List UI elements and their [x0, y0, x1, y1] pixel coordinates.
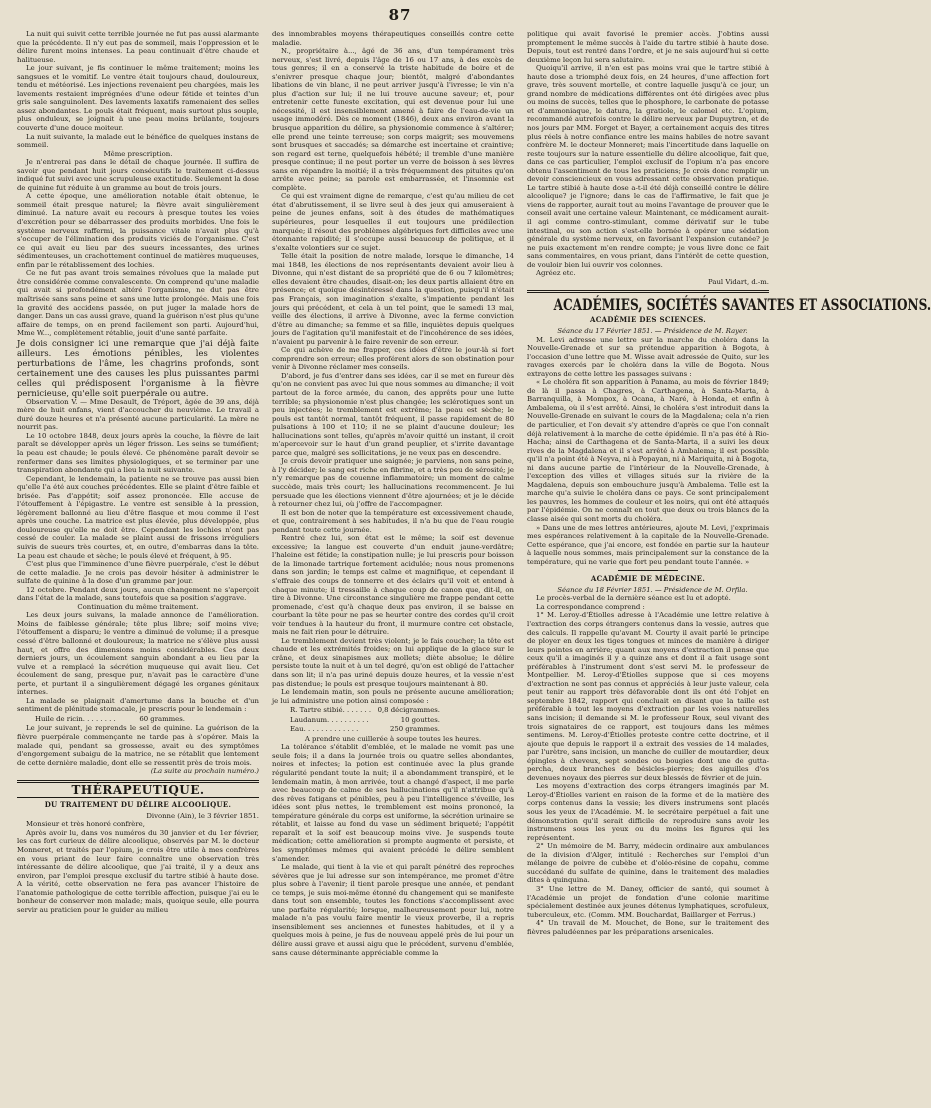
closing: Agréez etc. — [536, 269, 576, 278]
paragraph: » Dans une de mes lettres antérieures, ajoute M. Levi, j'exprimais mes espérances relativement à la capitale de la Nouvelle-Grenade. Cette espérance, que j'ai encore, est fondée en partie sur la hauteur à laquelle nous sommes, mais principalement sur la constance de la température, qui ne varie que fort peu pendant toute l'année. » — [527, 523, 769, 566]
paragraph: Je n'entrerai pas dans le détail de chaque journée. Il suffira de savoir que pendant huit jours consécutifs le traitement ci-dessus indiqué fut suivi avec une scrupuleuse exactitude. Seulement la dose de quinine fut réduite à un gramme au bout de trois jours. — [17, 158, 259, 192]
page-number: 87 — [388, 6, 412, 24]
paragraph: D'abord, je fus d'entrer dans ses idées, car il se met en fureur dès qu'on ne convient pas avec lui que nous sommes au dimanche; il voit partout de la force armée, du canon, des apprêts pour une lutte terrible; sa physionomie n'est plus changée; les sclérotiques sont un peu injectées; le tremblement est extrême; la peau est sèche; le pouls est tantôt normal, tantôt fréquent, il passe rapidement de 80 pulsations à 100 et 110; il ne se plaint d'aucune douleur; les hallucinations sont telles, qu'après m'avoir quitté un instant, il croit m'apercevoir sur le haut d'un grand peuplier, et s'irrite davantage parce que, malgré ses sollicitations, je ne veux pas en descendre. — [272, 371, 514, 457]
prescription-item: Eau. . . . . . . . . . . . . — [290, 725, 359, 734]
paragraph: Telle était la position de notre malade, lorsque le dimanche, 14 mai 1848, les élections de nos représentants devaient avoir lieu à Divonne, qui n'est distant de sa propriété que de 6 ou 7 kilomètres; elles devaient être chaudes, disait-on; les deux partis allaient être en présence; et quoique désintéressé dans la question, puisqu'il n'était pas Français, son imagination s'exalte, s'impatiente pendant les jours qui précédent, et cela à un tel point, que le samedi 13 mai, veille des élections, il arrive à Divonne, avec la ferme conviction d'être au dimanche; sa femme et sa fille, inquiètes depuis quelques jours de l'agitation qu'il manifestait et de l'incohérence de ses idées, n'avaient pu parvenir à le faire revenir de son erreur. — [272, 252, 514, 346]
prescription-dose: 60 grammes. — [139, 714, 185, 723]
paragraph: La correspondance comprend : — [536, 602, 645, 611]
paragraph: Il est bon de noter que la température est excessivement chaude, et que, contrairement à ses habitudes, il n'a bu que de l'eau rougie pendant toute cette journée. — [272, 508, 514, 534]
paragraph: La nuit qui suivit cette terrible journée ne fut pas aussi alarmante que la précédente. Il n'y eut pas de sommeil, mais l'oppression et le délire furent moins intenses. La peau continuait d'être chaude et halitueuse. — [17, 30, 259, 64]
paragraph: Les moyens d'extraction des corps étrangers imaginés par M. Leroy-d'Étiolles varient en raison de la forme et de la matière des corps contenus dans la vessie; les divers instrumens sont placés sous les yeux de l'Académie. M. le secrétaire perpétuel a fait une démonstration qu'il serait difficile de reproduire sans avoir les instrumens sous les yeux ou du moins les figures qui les représentent. — [527, 782, 769, 842]
paragraph: 1° M. Leroy-d'Étiolles adresse à l'Académie une lettre relative à l'extraction des corps étrangers contenus dans la vessie, autres que des calculs. Il rappelle qu'avant M. Courty il avait parlé le principe de ployer en deux les tiges tongues et minces de manière à diriger leurs pointes en arrière; quant aux moyens d'extraction il pense que ceux qu'il a imaginés il y a quinze ans et dont il a fait usage sont préférables à l'instrument dont s'est servi M. le professeur de Montpellier. M. Leroy-d'Étiolles suppose que si ces moyens d'extraction ne sont pas connus et appréciés à leur juste valeur, cela peut tenir au rapport très défavorable dont ils ont été l'objet en septembre 1842, rapport qui concluait en disant que la taille est préférable à tout les moyens d'extraction par les voies naturelles sans incision; il demande si M. le professeur Roux, seul vivant des trois signataires de ce rapport, est toujours dans les mêmes sentimens. M. Leroy-d'Étiolles proteste contre cette doctrine, et il ajoute que depuis le rapport il a extrait des vessies de 14 malades, par l'urètre, sans incision, un manche de cuiller de moutardier, deux épingles à cheveux, sept sondes ou bougies dont une de gutta-percha, deux branches de bésicles-pierres; des aiguilles d'os devenues noyaux des pierres sur deux blessés de février et de juin. — [527, 611, 769, 782]
paragraph: politique qui avait favorisé le premier accès. J'obtins aussi promptement le même succès à l'aide du tartre stibié à haute dose. Depuis, tout est rentré dans l'ordre, et je ne sais aujourd'hui si cette deuxième leçon lui sera salutaire. — [527, 30, 769, 64]
paragraph: A cette époque, une amélioration notable était obtenue, le sommeil était presque naturel; la fièvre avait singulièrement diminué. La nature avait eu recours à presque toutes les voies d'excrétion pour se débarrasser des produits morbides. Une fois le système nerveux raffermi, la puissance vitale n'avait plus qu'à s'occuper de l'élimination des produits viciés de l'organisme. C'est ce qui avait eu lieu par des sueurs incessantes, des urines sédimenteuses, un crachottement continuel de matières muqueuses, enfin par le rétablissement des lochies. — [17, 192, 259, 269]
divider — [618, 570, 678, 571]
paragraph: La malade se plaignait d'amertume dans la bouche et d'un sentiment de plénitude stomacale, je prescris pour le lendemain : — [17, 696, 259, 714]
prescription-line — [290, 716, 440, 725]
paragraph: Quoiqu'il arrive, il n'en est pas moins vrai que le tartre stibié à haute dose a triomphé deux fois, en 24 heures, d'une affection fort grave, très souvent mortelle, et contre laquelle jusqu'à ce jour, un grand nombre de médications différentes ont été dirigées avec plus ou moins de succès, telles que le phosphore, le carbonate de potasse et d'ammoniaque, le datura, la gratiole, le calomel etc. L'opium, recommandé autrefois contre le délire nerveux par Dupuytren, et de nos jours par MM. Forget et Bayer, a certainement acquis des titres plus réels à notre confiance entre les mains habiles de notre savant confrère M. le docteur Monneret; mais l'incertitude dans laquelle on reste toujours sur la nature essentielle du délire alcoolique, fait que, dans ce cas particulier, l'emploi exclusif de l'opium n'a pas encore obtenu l'assentiment de tous les praticiens; Je crois donc remplir un devoir consciencieux en vous adressant cette observation pratique. Le tartre stibié à haute dose a-t-il été déjà conseillé contre le délire alcoolique? je l'ignore; dans le cas de l'affirmative, le fait que je viens de rapporter, aurait tout au moins l'avantage de prouver que le conseil avait une certaine valeur. Maintenant, ce médicament aurait-il agi comme contro-stimulant, comme dérivatif sur le tube intestinal, ou son action s'est-elle bornée à opérer une sédation générale du système nerveux, en favorisant l'expansion cutanée? je ne puis exactement m'en rendre compte; je vous livre donc ce fait sans commentaires, en vous priant, dans l'intérêt de cette question, de vouloir bien lui ouvrir vos colonnes. — [527, 64, 769, 269]
paragraph: 3° Une lettre de M. Daney, officier de santé, qui soumet à l'Académie un projet de fondation d'une colonie maritime spécialement destinée aux jeunes détenus lymphatiques, scrofuleux, tuberculeux, etc. (Comm. MM. Bouchardat, Baillarger et Ferrus.) — [527, 884, 769, 919]
prescription-item: Laudanum. . . . . . . . . . — [290, 715, 369, 724]
salutation: Monsieur et très honoré confrère, — [26, 820, 145, 829]
paragraph: 4° Un travail de M. Mouchet, de Bone, sur le traitement des fièvres paludéennes par les préparations arsenicales. — [527, 919, 769, 936]
paragraph: La nuit suivante, la malade eut le bénéfice de quelques instans de sommeil. — [17, 132, 259, 150]
paragraph: Après avoir lu, dans vos numéros du 30 janvier et du 1er février, les cas fort curieux de délire alcoolique, observés par M. le docteur Monneret, et traités par l'opium, je crois être utile à mes confrères en vous priant de leur faire connaître une observation très intéressante de délire alcoolique, que j'ai traité, il y a deux ans environ, par l'emploi presque exclusif du tartre stibié à haute dose. A la vérité, cette observation ne fera pas avancer l'histoire de l'anatomie pathologique de cette terrible affection, puisque j'ai eu le bonheur de conserver mon malade; mais, quoique seule, elle pourra servir au praticien pour le guider au milieu — [17, 828, 259, 914]
prescription-line — [290, 706, 440, 715]
prescription-line — [35, 715, 185, 724]
paragraph: Continuation du même traitement. — [77, 602, 199, 611]
paragraph: Rentré chez lui, son état est le même; la soif est devenue excessive; la langue est couverte d'un enduit jaune-verdâtre; l'haleine est fétide; la constipation nulle; je lui prescris pour boisson de la limonade tartrique fortement acidulée; nous nous promenons dans son jardin; le temps est calme et magnifique, et cependant il s'effraie des coups de tonnerre et des éclairs qu'il voit et entend à chaque minute; il tressaille à chaque coup de canon que, dit-il, on tire à Divonne. Une circonstance singulière me frappe pendant cette promenade, c'est qu'à chaque deux pas environ, il se baisse en courbant la tête pour ne pas se heurter contre des cordes qu'il croit voir tendues à la hauteur du front, il murmure contre cet obstacle, mais ne fait rien pour le détruire. — [272, 534, 514, 637]
paragraph: Le lendemain matin, son pouls ne présente aucune amélioration; je lui administre une potion ainsi composée : — [272, 688, 514, 705]
lead-paragraph: Je dois consigner ici une remarque que j'ai déjà faite ailleurs. Les émotions pénibles, les violentes perturbations de l'âme, les chagrins profonds, sont certainement une des causes les plus puissantes parmi celles qui prédisposent l'organisme à la fièvre pernicieuse, qu'elle soit puerpérale ou autre. — [17, 337, 259, 398]
prescription-line — [290, 725, 440, 734]
prescription-dose: 0,8 décigrammes. — [377, 706, 440, 715]
paragraph: Ce ne fut pas avant trois semaines révolues que la malade put être considérée comme convalescente. On comprend qu'une maladie qui avait si profondément altéré l'organisme, ne dut pas être maîtrisée sans sans peine et sans une lutte prolongée. Mais une fois la gravité des accidens passée, on put juger la malade hors de danger. Dans un cas aussi grave, quand la guérison n'est plus qu'une affaire de temps, on en prend facilement son parti. Aujourd'hui, Mme W..., complètement rétablie, jouit d'une santé parfaite. — [17, 269, 259, 338]
paragraph: C'est plus que l'imminence d'une fièvre puerpérale, c'est le début de cette maladie. Je ne crois pas devoir hésiter à administrer le sulfate de quinine à la dose d'un gramme par jour. — [17, 560, 259, 586]
prescription-item: Huile de ricin. . . . . . . . — [35, 714, 116, 723]
paragraph: N., propriétaire à..., âgé de 36 ans, d'un tempérament très nerveux, s'est livré, depuis l'âge de 16 ou 17 ans, à des excès de tous genres; il en a conservé la triste habitude de boire et de s'enivrer presque chaque jour; bientôt, malgré d'abondantes libations de vin blanc, il ne peut arriver jusqu'à l'ivresse; le vin n'a plus d'action sur lui; il ne lui trouve aucune saveur; et, pour entretenir cette funeste excitation, qui est devenue pour lui une nécessité, il est insensiblement amené à faire de l'eau-de-vie un usage immodéré. Dès ce moment (1846), deux ans environ avant la brusque apparition du délire, sa physionomie commence à s'altérer; elle prend une teinte terreuse; son corps maigrit; ses mouvemens sont brusques et saccadés; sa démarche est incertaine et craintive; son regard est terne, quelquefois hébété; il tremble d'une manière presque continue; il ne peut porter un verre de boisson à ses lèvres sans en répandre la moitié; il a très fréquemment des pituites qu'on arrête avec peine; sa parole est embarrassée, et l'insomnie est complète. — [272, 47, 514, 192]
paragraph: La tolérance s'établit d'emblée, et le malade ne vomit pas une seule fois; il a dans la journée trois ou quatre selles abondantes, noires et infectes; la potion est continuée avec la plus grande régularité pendant toute la nuit; il a abondamment transpiré, et le lendemain matin, à mon arrivée, tout a changé d'aspect, il me parle avec beaucoup de calme de ses hallucinations qu'il n'attribue qu'à des rêves fatigans et pénibles, peu à peu l'intelligence s'éveille, les idées sont plus nettes, le tremblement est moins prononcé, la température générale du corps est uniforme, la sécrétion urinaire se rétablit, et laisse au fond du vase un sédiment briqueté; l'appétit reparaît et la soif est beaucoup moins vive. Je suspends toute médication; cette amélioration si prompte augmente et persiste, et les symptômes mêmes qui avaient précédé le délire semblent s'amender. — [272, 743, 514, 863]
column-middle — [272, 30, 514, 1100]
paragraph: Je crois devoir pratiquer une saignée; je parviens, non sans peine, à l'y décider; le sang est riche en fibrine, et a très peu de sérosité; je n'y remarque pas de couenne inflammatoire; un moment de calme succède, mais très court; les hallucinations recommencent. Je lui persuade que les élections viennent d'être ajournées; et je le décide à retourner chez lui, où j'offre de l'accompagner. — [272, 457, 514, 509]
signature: Paul Vidart, d.-m. — [708, 277, 769, 286]
paragraph: 2° Un mémoire de M. Barry, médecin ordinaire aux ambulances de la division d'Alger, intitulé : Recherches sur l'emploi d'un mélange de poivre de cubèbe et d'oléo-résine de copahu, comme succédané du sulfate de quinine, dans le traitement des maladies dites à quinquina. — [527, 842, 769, 885]
paragraph: M. Levi adresse une lettre sur la marche du choléra dans la Nouvelle-Grenade et sur sa prétendue apparition à Bogota, à l'occasion d'une lettre que M. Wisse avait adressée de Quito, sur les ravages exercés par le choléra dans la ville de Bogota. Nous extrayons de cette lettre les passages suivans : — [527, 335, 769, 378]
column-left — [17, 30, 259, 1100]
paragraph: 12 octobre. Pendant deux jours, aucun changement ne s'aperçoit dans l'état de la malade, sans toutefois que sa position s'aggrave. — [17, 585, 259, 603]
paragraph: A prendre une cuillerée à soupe toutes les heures. — [304, 734, 482, 743]
article-title: DU TRAITEMENT DU DÉLIRE ALCOOLIQUE. — [44, 800, 232, 810]
paragraph: Ce qui achève de me frapper, ces idées d'être le jour-là si fort comprendre son erreur; elles proférent alors de son obstination pour venir à Divonne réclamer mes conseils. — [272, 346, 514, 372]
divider — [527, 290, 769, 293]
column-right — [527, 30, 931, 1100]
paragraph: Le 10 octobre 1848, deux jours après la couche, la fièvre de lait paraît se développer après un léger frisson. Les seins se tuméfient; la peau est chaude; le pouls élevé. Ce phénomène paraît devoir se renfermer dans ses limites physiologiques, et se terminer par une transpiration abondante qui a lieu la nuit suivante. — [17, 431, 259, 475]
academy-title: ACADÉMIE DE MÉDECINE. — [590, 574, 706, 584]
paragraph: Ce qui est vraiment digne de remarque, c'est qu'au milieu de cet état d'abrutissement, il se livre seul à des jeux qui amuseraient à peine de jeunes enfans, soit à des études de mathématiques supérieures, pour lesquelles il eut toujours une prédilection marquée; il résout des problèmes algébriques fort difficiles avec une étonnante rapidité; il s'occupe aussi beaucoup de politique, et il s'exalte volontiers sur ce sujet. — [272, 192, 514, 252]
paragraph: Cependant, le lendemain, la patiente ne se trouve pas aussi bien qu'elle l'a été aux couches précédentes. Elle se plaint d'être faible et brisée. Pas d'appétit; soif assez prononcée. Elle accuse de l'étouffement à l'épigastre. Le ventre est sensible à la pression, légèrement ballonné au lieu d'être flasque et mou comme il l'est après une couche. La matrice est plus élevée, plus développée, plus douloureuse qu'elle ne doit être. Cependant les lochies n'ont pas cessé de couler. La malade se plaint aussi de frissons irréguliers suivis de sueurs très courtes, et, en outre, d'embarras dans la tête. La peau est chaude et sèche; le pouls élevé et fréquent, à 95. — [17, 474, 259, 560]
prescription-item: R. Tartre stibié. . . . . . . — [290, 706, 372, 715]
paragraph: Le procès-verbal de la dernière séance est lu et adopté. — [536, 594, 731, 603]
session-line: Séance du 17 Février 1851. — Présidence de M. Rayer. — [557, 326, 748, 335]
prescription-dose: 10 gouttes. — [400, 715, 440, 724]
to-be-continued: (La suite au prochain numéro.) — [150, 767, 259, 776]
place-date: Divonne (Ain), le 3 février 1851. — [146, 811, 259, 820]
observation-paragraph: Observation V. — Mme Desault, de Tréport, âgée de 39 ans, déjà mère de huit enfans, vient d'accoucher du neuvième. Le travail a duré douze heures et n'a présenté aucune particularité. La mère ne nourrit pas. — [17, 397, 259, 432]
paragraph: Le tremblement devient très violent; je le fais coucher; la tête est chaude et les extrémités froides; on lui applique de la glace sur le crâne, et deux sinapismes aux mollets; diète absolue; le délire persiste toute la nuit et à un tel degré, qu'on est obligé de l'attacher dans son lit; il n'a pas uriné depuis douze heures, et la vessie n'est pas distendue; le pouls est presque toujours maintenant à 80. — [272, 636, 514, 688]
paragraph: Même prescription. — [103, 149, 173, 158]
divider — [17, 797, 259, 798]
session-line: Séance du 18 Février 1851. — Présidence de M. Orfila. — [557, 585, 748, 594]
prescription-dose: 250 grammes. — [389, 725, 440, 734]
paragraph: Le jour suivant, je reprends le sel de quinine. La guérison de la fièvre puerpérale commençante ne tarde pas à s'opérer. Mais la malade qui, pendant sa grossesse, avait eu des symptômes d'engorgement subaigu de la matrice, ne se rétablit que lentement de cette dernière maladie, dont elle se ressentit près de trois mois. — [17, 724, 259, 767]
paragraph: des innombrables moyens thérapeutiques conseillés contre cette maladie. — [272, 30, 514, 47]
paragraph: Les deux jours suivans, la malade annonce de l'amélioration. Moins de faiblesse générale; tête plus libre; soif moins vive; l'étouffement a disparu; le ventre a diminué de volume; il a presque cessé d'être ballonné et douloureux; la matrice ne s'élève plus aussi haut, et offre des dimensions moins considérables. Ces deux derniers jours, un écoulement sanguin abondant a eu lieu par la vulve et a remplacé la sécrétion muqueuse qui avait lieu. Cet écoulement de sang, presque pur, n'avait pas le caractère d'une perte, et purtant il a singulièrement dégagé les organes génitaux internes. — [17, 611, 259, 697]
section-heading: ACADÉMIES, SOCIÉTÉS SAVANTES ET ASSOCIATIONS. — [553, 295, 931, 315]
section-heading: THÉRAPEUTIQUE. — [71, 782, 205, 797]
academy-title: ACADÉMIE DES SCIENCES. — [590, 315, 706, 325]
paragraph: « Le choléra fit son apparition à Panama, au mois de février 1849; de là il passa à Chagres, à Carthagena, à Santa-Marta, à Barranquilla, à Mompox, à Ocana, à Naré, à Honda, et enfin à Ambalema, où il s'est arrêté. Ainsi, le choléra s'est introduit dans la Nouvelle-Grenade en suivant le cours de la Magdalena; cela n'a rien de particulier, et l'on devait s'y attendre d'après ce que l'on connaît déjà relativement à la marche de cette épidémie. Il n'a pas été à Rio-Hacha; ainsi de Carthagena et de Santa-Marta, il a suivi les deux rives de la Magdalena et il s'est arrêté à Ambalema; il est possible qu'il n'a point été à Neyva, ni à Popayan, ni à Mariquita, ni à Bogota, ni dans aucune partie de l'intérieur de la Nouvelle-Grenade, à l'exception des villes et villages situés sur la rivière de la Magdalena, depuis son embouchure jusqu'à Ambalema. Telle est la marche qu'a suivie le choléra dans ce pays. Ce sont principalement les pauvres, les hommes de couleur et les noirs, qui ont été attaqués par l'épidémie. On ne connaît en tout que deux ou trois blancs de la classe aisée qui sont morts du choléra. — [527, 378, 769, 523]
paragraph: Le jour suivant, je fis continuer le même traitement; moins les sangsues et le vomitif. Le ventre était toujours chaud, douloureux, tendu et météorisé. Les injections revenaient peu chargées, mais les lavements restaient imprégnées d'une odeur fétide et teintes d'un gris sale sanguinolent. Des lavements laxatifs ramenaient des selles assez abondantes. Le pouls était fréquent, mais surtout plus souple, plus onduleux, se joignait à une peau moins brûlante, toujours couverte d'une douce moiteur. — [17, 64, 259, 133]
paragraph: Le malade, qui tient à la vie et qui paraît pénétré des reproches sévères que je lui adresse sur son intempérance, me promet d'être plus sobre à l'avenir; il tient parole presque une année, et pendant ce temps, je suis moi-même étonné du changement qui se manifeste dans tout son ensemble, toutes les fonctions s'accomplissent avec une parfaite régularité; lorsque, malheureusement pour lui, notre malade n'a pas voulu faire mentir le vieux proverbe, il a repris insensiblement ses anciennes et funestes habitudes, et il y a quelques mois à peine, je fus de nouveau appelé près de lui pour un délire aussi grave et aussi aigu que le précédent, survenu d'emblée, sans cause déterminante appréciable comme la — [272, 863, 514, 957]
